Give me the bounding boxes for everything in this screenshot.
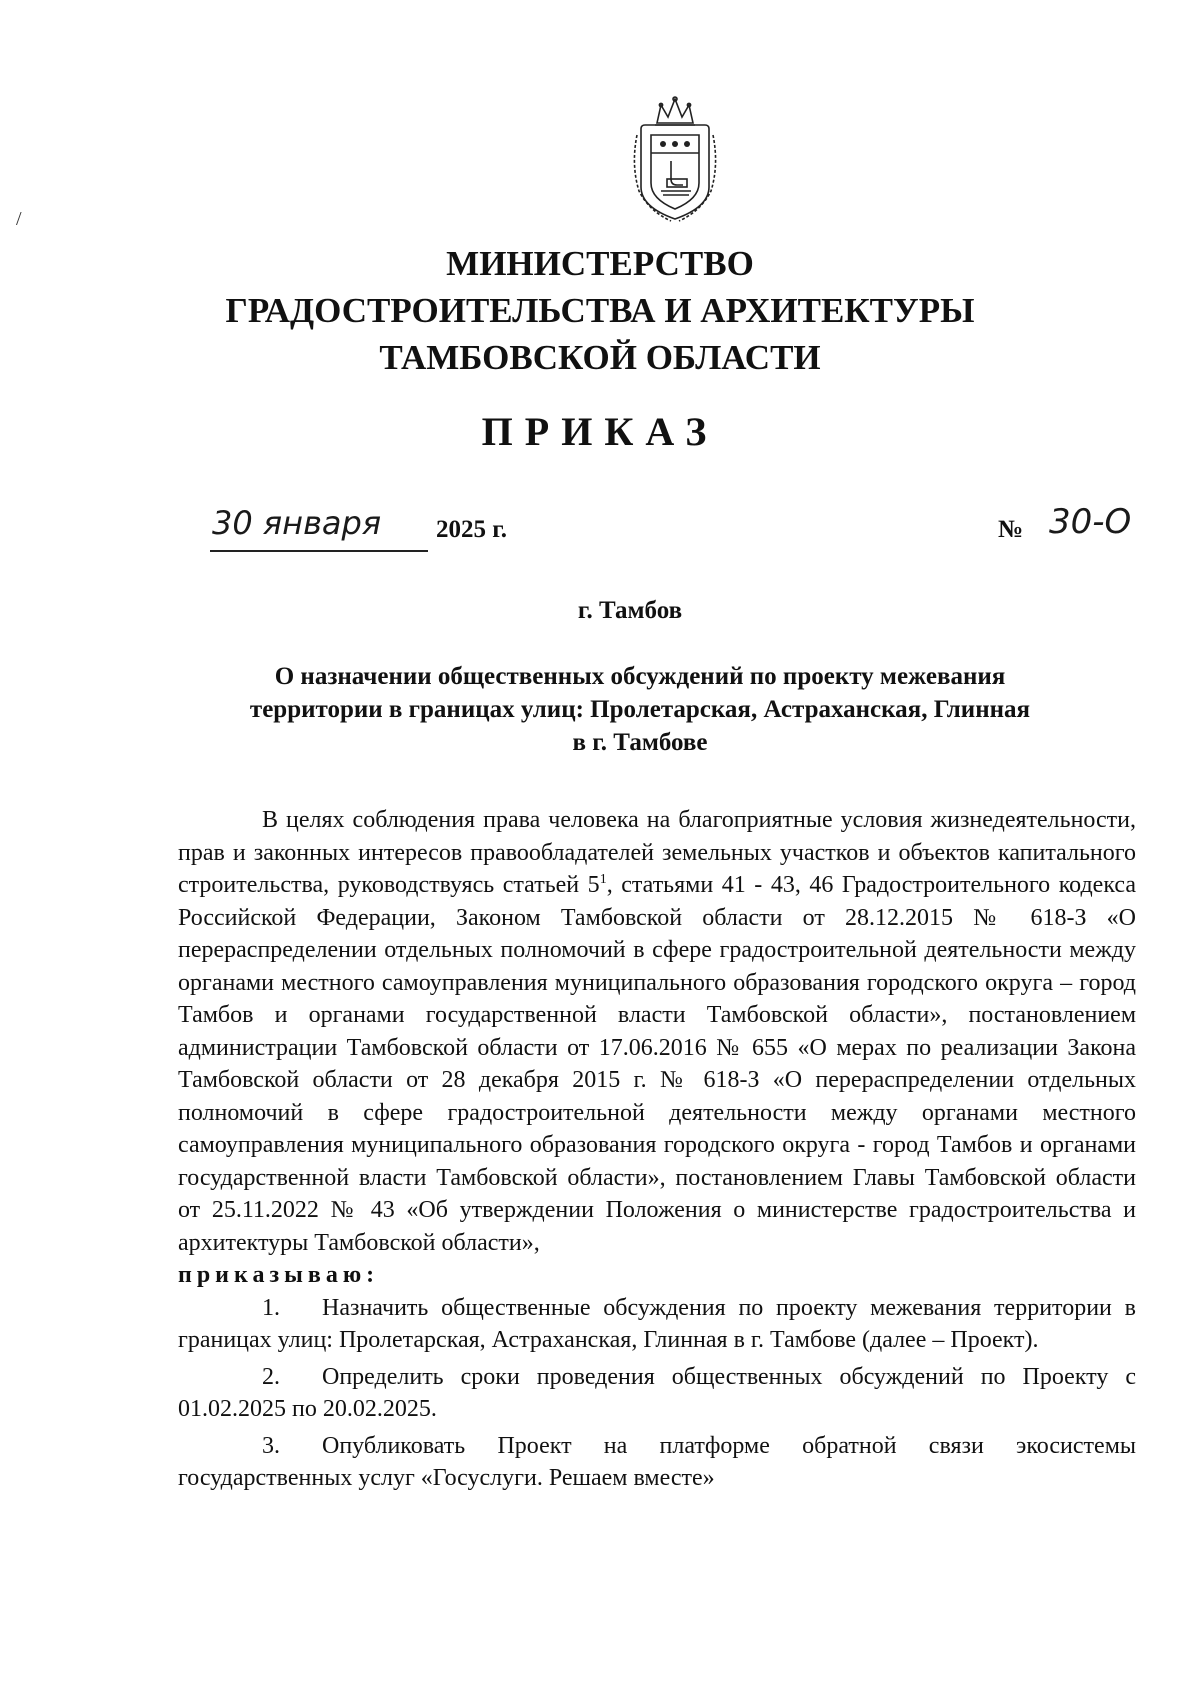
stray-pen-mark: /: [16, 208, 22, 230]
date-underline: [210, 550, 428, 552]
preamble-paragraph: [178, 804, 1136, 1259]
number-sign: №: [998, 516, 1024, 543]
handwritten-number: 30-О: [1049, 502, 1132, 542]
ministry-line-3: ТАМБОВСКОЙ ОБЛАСТИ: [379, 338, 821, 377]
title-line-2: территории в границах улиц: Пролетарская, Астраханская, Глинная: [249, 696, 1031, 723]
ministry-line-2: ГРАДОСТРОИТЕЛЬСТВА И АРХИТЕКТУРЫ: [225, 291, 975, 330]
title-line-3: в г. Тамбове: [572, 729, 708, 756]
item-number: 2.: [262, 1363, 280, 1390]
tambov-coat-of-arms-icon: [627, 95, 723, 225]
preamble-text-part1: В целях соблюдения права человека на благоприятные условия жизнедеятельности, прав и законных интересов правообладателей земельных участков и объектов капитального строительства, руководствуясь статьей 5: [178, 807, 1136, 898]
ministry-line-1: МИНИСТЕРСТВО: [446, 244, 754, 283]
order-body: [178, 804, 1136, 1495]
order-word-paragraph: [178, 1259, 1136, 1292]
title-line-1: О назначении общественных обсуждений по проекту межевания: [274, 663, 1006, 690]
list-item: [178, 1361, 1136, 1426]
item-text: Опубликовать Проект на платформе обратной связи экосистемы государственных услуг «Госуслуги. Решаем вместе»: [178, 1432, 1136, 1491]
order-word: приказываю:: [178, 1262, 380, 1288]
ministry-header: [0, 240, 1200, 381]
date-year: 2025 г.: [436, 516, 508, 543]
document-type: ПРИКАЗ: [481, 409, 719, 454]
list-item: [178, 1292, 1136, 1357]
date-number-row: [206, 502, 1136, 556]
list-item: [178, 1430, 1136, 1495]
order-title: [180, 660, 1100, 759]
preamble-text-part2: , статьями 41 - 43, 46 Градостроительного кодекса Российской Федерации, Законом Тамбовской области от 28.12.2015 № 618-З «О перераспределении отдельных полномочий в сфере градостроительной деятельности между органами местного самоуправления муниципального образования городского округа – город Тамбов и органами государственной власти Тамбовской области», постановлением администрации Тамбовской области от 17.06.2016 № 655 «О мерах по реализации Закона Тамбовской области от 28 декабря 2015 г. № 618-З «О перераспределении отдельных полномочий в сфере градостроительной деятельности между органами местного самоуправления муниципального образования городского округа - город Тамбов и органами государственной власти Тамбовской области», постановлением Главы Тамбовской области от 25.11.2022 № 43 «Об утверждении Положения о министерстве градостроительства и архитектуры Тамбовской области»,: [178, 872, 1136, 1256]
item-number: 3.: [262, 1432, 280, 1459]
item-text: Определить сроки проведения общественных обсуждений по Проекту с 01.02.2025 по 20.02.2025.: [178, 1363, 1136, 1422]
preamble-superscript: 1: [599, 872, 607, 887]
city-name: г. Тамбов: [577, 597, 683, 624]
item-text: Назначить общественные обсуждения по проекту межевания территории в границах улиц: Пролетарская, Астраханская, Глинная в г. Тамбове (далее – Проект).: [178, 1294, 1136, 1353]
handwritten-date: 30 января: [212, 504, 382, 542]
item-number: 1.: [262, 1294, 280, 1321]
